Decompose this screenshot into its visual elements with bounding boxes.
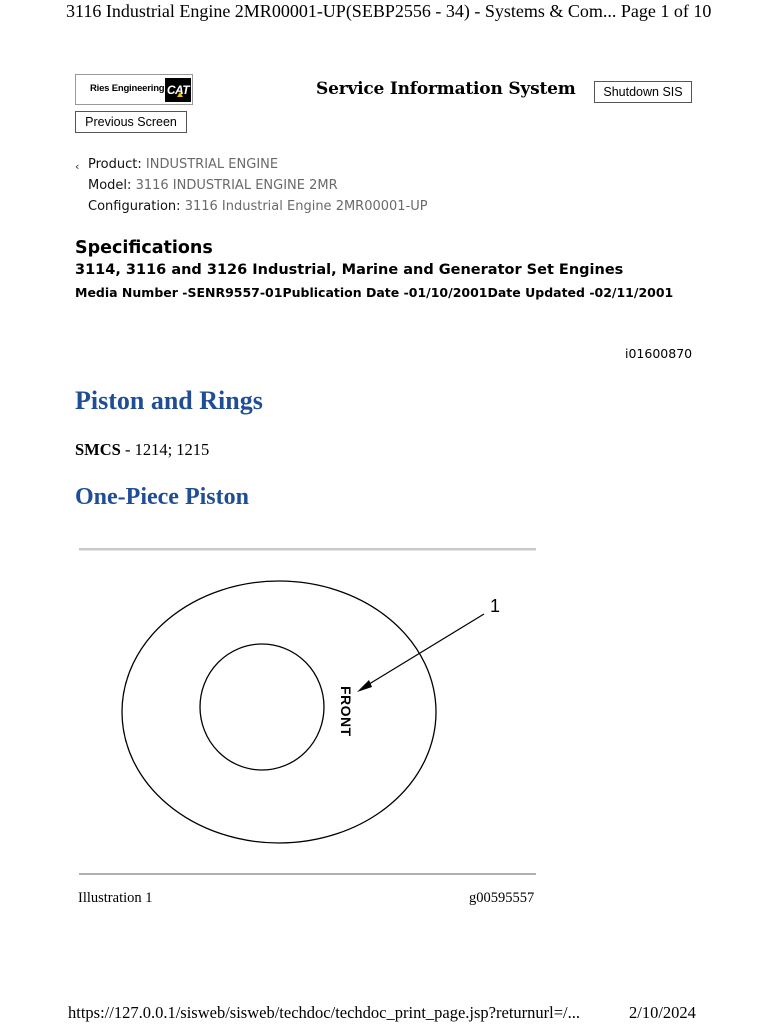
chevron-left-icon[interactable]: ‹ (75, 160, 80, 173)
previous-screen-button[interactable]: Previous Screen (75, 111, 187, 133)
document-title: Specifications (75, 238, 213, 258)
product-row (88, 157, 278, 172)
sis-title: Service Information System (316, 79, 576, 99)
product-label: Product: (88, 157, 142, 172)
document-subtitle: 3114, 3116 and 3126 Industrial, Marine and Generator Set Engines (75, 262, 624, 278)
document-id: i01600870 (625, 346, 693, 361)
smcs-codes (75, 440, 209, 460)
callout-number: 1 (490, 596, 501, 616)
figure-bottom-rule (79, 873, 536, 875)
piston-inner-circle (200, 644, 324, 770)
print-footer-url: https://127.0.0.1/sisweb/sisweb/techdoc/techdoc_print_page.jsp?returnurl=/... (68, 1003, 580, 1022)
configuration-label: Configuration: (88, 199, 181, 214)
smcs-value: - 1214; 1215 (120, 440, 210, 459)
configuration-value: 3116 Industrial Engine 2MR00001-UP (184, 199, 428, 214)
smcs-label: SMCS (75, 440, 121, 459)
product-value: INDUSTRIAL ENGINE (145, 157, 279, 172)
print-footer-date: 2/10/2024 (629, 1003, 696, 1022)
illustration-caption: Illustration 1 (78, 890, 153, 906)
piston-top-illustration (79, 556, 536, 868)
model-value: 3116 INDUSTRIAL ENGINE 2MR (135, 178, 338, 193)
front-marking: FRONT (338, 686, 354, 737)
print-header: 3116 Industrial Engine 2MR00001-UP(SEBP2556 - 34) - Systems & Com... Page 1 of 10 (66, 1, 712, 21)
figure-top-rule (79, 548, 536, 551)
graphic-id: g00595557 (469, 890, 535, 906)
shutdown-sis-button[interactable]: Shutdown SIS (594, 81, 692, 103)
configuration-row (88, 199, 428, 214)
callout-arrowhead-icon (357, 680, 372, 692)
model-label: Model: (88, 178, 132, 193)
model-row (88, 178, 338, 193)
piston-outer-circle (122, 581, 436, 843)
subsection-heading: One-Piece Piston (75, 484, 249, 510)
section-heading: Piston and Rings (75, 386, 263, 415)
callout-leader-line (361, 614, 484, 689)
dealer-logo (75, 74, 193, 105)
cat-logo-triangle-icon (177, 92, 183, 97)
media-info: Media Number -SENR9557-01Publication Date -01/10/2001Date Updated -02/11/2001 (75, 285, 674, 300)
dealer-logo-text: Ries Engineering (90, 83, 165, 94)
cat-logo: CAT (165, 78, 191, 102)
